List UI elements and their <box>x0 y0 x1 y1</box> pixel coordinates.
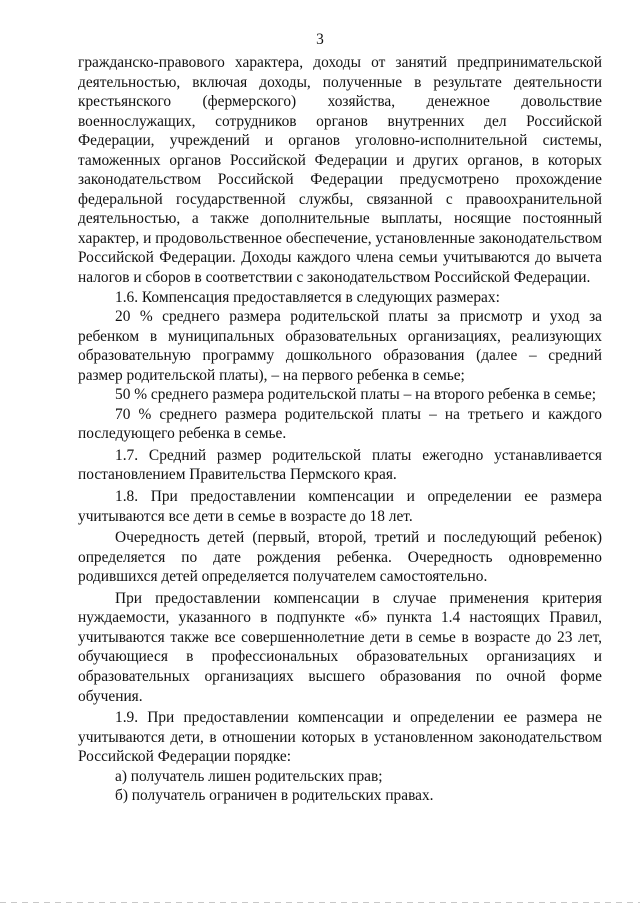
paragraph-item-a: а) получатель лишен родительских прав; <box>115 767 383 785</box>
paragraph-1-9: 1.9. При предоставлении компенсации и определении ее размера не учитываются дети, в отношении которых в установленном законодательством Российской Федерации порядке: <box>78 709 602 766</box>
paragraph-order: Очередность детей (первый, второй, третий и последующий ребенок) определяется по дате рождения ребенка. Очередность одновременно родившихся детей определяется получателем самостоятельно. <box>78 529 602 586</box>
paragraph-income-continuation: гражданско-правового характера, доходы от занятий предпринимательской деятельностью, включая доходы, полученные в результате деятельности крестьянского (фермерского) хозяйства, денежное довольствие военнослужащих, сотрудников органов внутренних дел Российской Федерации, учреждений и органов уголовно-исполнительной системы, таможенных органов Российской Федерации и других органов, в которых законодательством Российской Федерации предусмотрено прохождение федеральной государственной службы, связанной с правоохранительной деятельностью, а также дополнительные выплаты, носящие постоянный характер, и продовольственное обеспечение, установленные законодательством Российской Федерации. Доходы каждого члена семьи учитываются до вычета налогов и сборов в соответствии с законодательством Российской Федерации. <box>78 54 602 287</box>
paragraph-item-b: б) получатель ограничен в родительских правах. <box>115 787 434 805</box>
paragraph-1-8: 1.8. При предоставлении компенсации и определении ее размера учитываются все дети в семье в возрасте до 18 лет. <box>78 488 602 525</box>
paragraph-1-7: 1.7. Средний размер родительской платы ежегодно устанавливается постановлением Правительства Пермского края. <box>78 446 602 484</box>
document-body <box>78 53 602 806</box>
paragraph-need-criterion: При предоставлении компенсации в случае применения критерия нуждаемости, указанного в подпункте «б» пункта 1.4 настоящих Правил, учитываются также все совершеннолетние дети в семье в возрасте до 23 лет, обучающиеся в профессиональных образовательных организациях и образовательных организациях высшего образования по очной форме обучения. <box>78 589 602 705</box>
scan-edge-mark <box>0 902 640 903</box>
page-number: 3 <box>316 31 324 48</box>
paragraph-70-percent: 70 % среднего размера родительской платы – на третьего и каждого последующего ребенка в семье. <box>78 405 602 443</box>
paragraph-20-percent: 20 % среднего размера родительской платы за присмотр и уход за ребенком в муниципальных образовательных организациях, реализующих образовательную программу дошкольного образования (далее – средний размер родительской платы), – на первого ребенка в семье; <box>78 308 602 384</box>
paragraph-1-6: 1.6. Компенсация предоставляется в следующих размерах: <box>115 288 500 306</box>
paragraph-50-percent: 50 % среднего размера родительской платы – на второго ребенка в семье; <box>115 386 597 404</box>
